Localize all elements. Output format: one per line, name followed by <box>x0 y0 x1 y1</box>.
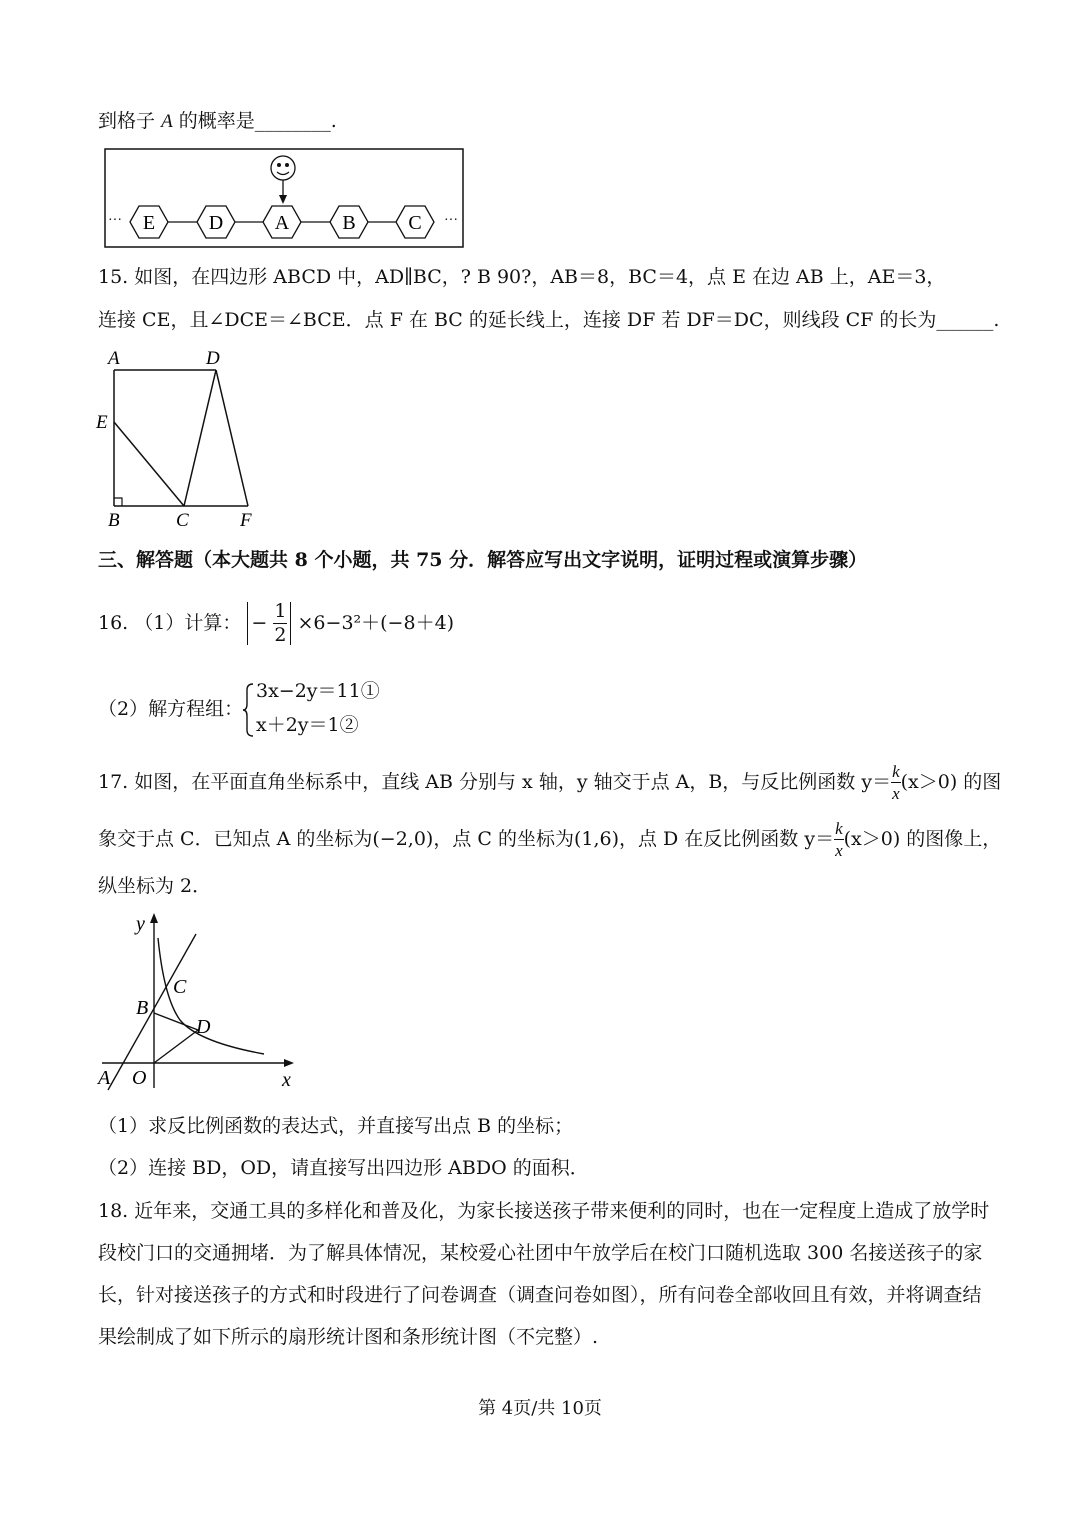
down-arrow-icon <box>279 180 287 204</box>
svg-text:A: A <box>274 212 290 234</box>
ellipsis-right: ··· <box>444 213 458 228</box>
label-d: D <box>196 1016 211 1038</box>
hex-cell-e <box>130 206 168 238</box>
label-a: A <box>98 1067 111 1089</box>
q18-line1: 18. 近年来，交通工具的多样化和普及化，为家长接送孩子带来便利的同时，也在一定程度上造成了放学时 <box>98 1200 990 1222</box>
label-b: B <box>108 510 120 531</box>
q15-line2: 连接 CE，且∠DCE＝∠BCE．点 F 在 BC 的延长线上，连接 DF 若 DF＝DC，则线段 CF 的长为______. <box>98 309 1000 331</box>
label-o: O <box>132 1067 147 1089</box>
label-c: C <box>173 976 187 998</box>
q18-line4: 果绘制成了如下所示的扇形统计图和条形统计图（不完整）. <box>98 1326 599 1348</box>
hex-cell-d <box>197 206 235 238</box>
label-b: B <box>136 997 149 1019</box>
hex-cell-c <box>396 206 434 238</box>
equation-2: x＋2y＝1② <box>256 714 359 736</box>
q17-sub1: （1）求反比例函数的表达式，并直接写出点 B 的坐标； <box>98 1115 574 1137</box>
page-footer: 第 4页/共 10页 <box>478 1398 602 1419</box>
q14-hexagon-figure <box>104 148 466 250</box>
fraction-k-over-x: $\frac{k}{x}$ <box>892 761 900 803</box>
label-d: D <box>206 348 220 369</box>
q15-quadrilateral-figure <box>94 346 264 532</box>
equation-1: 3x−2y＝11① <box>256 680 380 702</box>
fraction-half: $\frac{1}{2}$ <box>274 599 287 646</box>
q18-line3: 长，针对接送孩子的方式和时段进行了问卷调查（调查问卷如图），所有问卷全部收回且有效，并将调查结 <box>98 1284 982 1306</box>
smiley-face-icon <box>271 156 295 180</box>
ellipsis-left: ··· <box>108 213 122 228</box>
q17-sub2: （2）连接 BD，OD，请直接写出四边形 ABDO 的面积． <box>98 1157 589 1179</box>
svg-text:B: B <box>342 212 356 234</box>
svg-text:D: D <box>208 212 224 234</box>
label-x: x <box>282 1069 291 1091</box>
q15-line1: 15. 如图，在四边形 ABCD 中，AD∥BC，? B 90?，AB＝8，BC＝4，点 E 在边 AB 上，AE＝3， <box>98 266 946 288</box>
hex-cell-a <box>263 206 301 238</box>
label-c: C <box>176 510 189 531</box>
brace-icon <box>242 682 254 738</box>
svg-text:C: C <box>408 212 422 234</box>
q17-line2: 象交于点 C．已知点 A 的坐标为(−2,0)，点 C 的坐标为(1,6)，点 D 在反比例函数 y＝ $\frac{k}{x}$ (x＞0) 的图像上， <box>98 818 1002 860</box>
label-y: y <box>136 913 145 935</box>
q14-tail: 到格子 A 的概率是________. <box>98 110 337 132</box>
label-a: A <box>108 348 120 369</box>
fraction-k-over-x: $\frac{k}{x}$ <box>835 818 843 860</box>
label-f: F <box>240 510 252 531</box>
hex-cell-b <box>330 206 368 238</box>
abs-value: − $\frac{1}{2}$ <box>247 602 291 645</box>
q17-line3: 纵坐标为 2． <box>98 875 212 897</box>
q18-line2: 段校门口的交通拥堵．为了解具体情况，某校爱心社团中午放学后在校门口随机选取 300 名接送孩子的家 <box>98 1242 983 1264</box>
q17-coordinate-figure <box>94 908 304 1098</box>
q16-part1: 16. （1）计算： − $\frac{1}{2}$ ×6−3²＋(−8＋4) <box>98 599 455 646</box>
q17-line1: 17. 如图，在平面直角坐标系中，直线 AB 分别与 x 轴，y 轴交于点 A，B，与反比例函数 y＝ $\frac{k}{x}$ (x＞0) 的图 <box>98 761 1002 803</box>
svg-text:E: E <box>142 212 156 234</box>
section3-heading: 三、解答题（本大题共 8 个小题，共 75 分．解答应写出文字说明，证明过程或演算步骤） <box>98 549 868 571</box>
label-e: E <box>96 412 108 433</box>
